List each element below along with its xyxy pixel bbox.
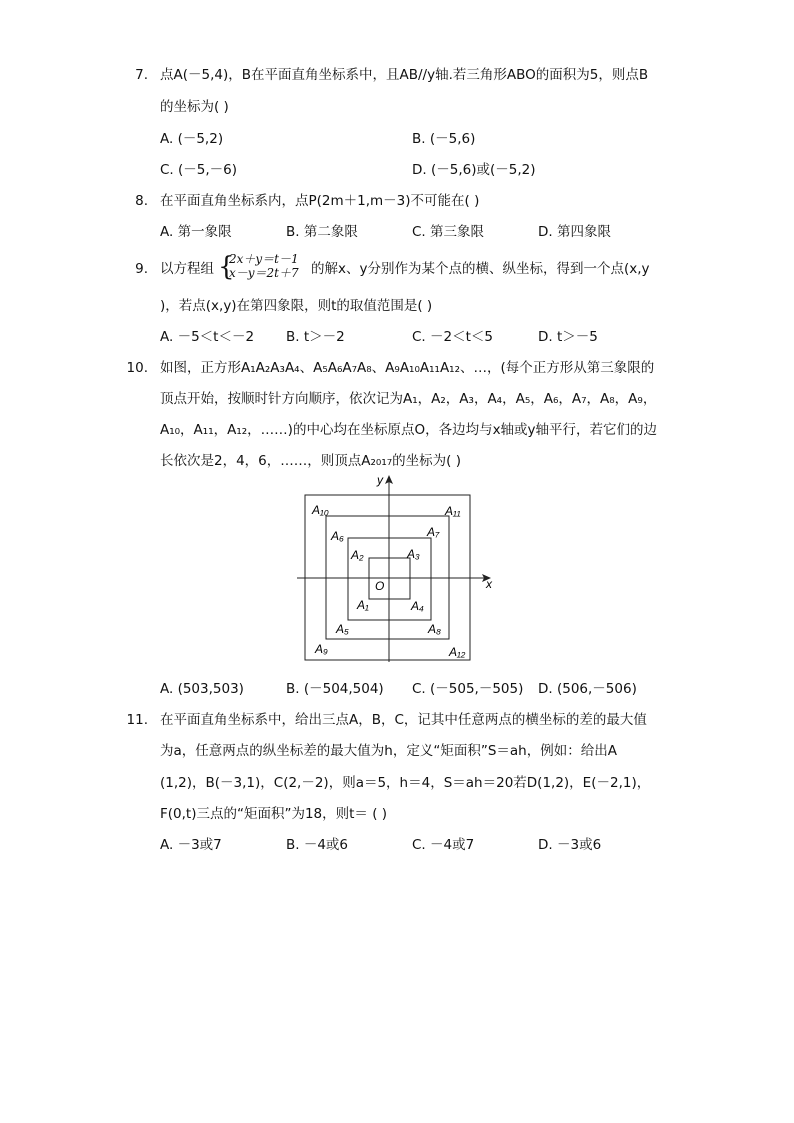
question-text: )，若点(x,y)在第四象限，则t的取值范围是( ) [160, 298, 433, 314]
option-b: B. 第二象限 [286, 224, 358, 240]
option-c: C. 第三象限 [412, 224, 485, 240]
origin-label: O [375, 579, 385, 593]
label-a2: A₂ [351, 548, 364, 562]
question-text: 如图，正方形A₁A₂A₃A₄、A₅A₆A₇A₈、A₉A₁₀A₁₁A₁₂、…，(每个正方形从第三象限的 [160, 360, 655, 376]
squares-figure [293, 472, 498, 664]
question-text: 在平面直角坐标系内，点P(2m＋1,m－3)不可能在( ) [160, 193, 480, 209]
question-text: 在平面直角坐标系中，给出三点A，B，C，记其中任意两点的横坐标的差的最大值 [160, 712, 647, 728]
label-a1: A₁ [357, 598, 369, 612]
option-b: B. t＞－2 [286, 329, 345, 345]
question-number: 9. [135, 261, 148, 277]
label-a12: A₁₂ [449, 645, 466, 659]
option-b: B. (－5,6) [412, 131, 476, 147]
option-a: A. (503,503) [160, 681, 244, 697]
question-text: 以方程组 [160, 261, 214, 277]
label-a7: A₇ [427, 525, 440, 539]
label-a5: A₅ [336, 622, 349, 636]
question-number: 10. [126, 360, 148, 376]
brace-symbol: { [218, 252, 235, 282]
option-a: A. 第一象限 [160, 224, 232, 240]
equation-row: x－y＝2t＋7 [229, 266, 299, 280]
x-axis-label: x [486, 577, 492, 591]
label-a11: A₁₁ [445, 504, 461, 518]
question-text: (1,2)，B(－3,1)，C(2,－2)，则a＝5，h＝4，S＝ah＝20若D(1,2)，E(－2,1)， [160, 775, 651, 791]
equation-row: 2x＋y＝t－1 [229, 252, 299, 266]
y-axis-label: y [377, 473, 383, 487]
option-d: D. 第四象限 [538, 224, 611, 240]
question-text: A₁₀，A₁₁，A₁₂，……)的中心均在坐标原点O，各边均与x轴或y轴平行，若它们的边 [160, 422, 658, 438]
question-number: 11. [126, 712, 148, 728]
question-number: 8. [135, 193, 148, 209]
option-b: B. －4或6 [286, 837, 349, 853]
question-number: 7. [135, 67, 148, 83]
option-b: B. (－504,504) [286, 681, 384, 697]
question-text: 为a，任意两点的纵坐标差的最大值为h，定义“矩面积”S＝ah，例如：给出A [160, 743, 617, 759]
label-a6: A₆ [331, 529, 344, 543]
label-a4: A₄ [411, 599, 424, 613]
label-a9: A₉ [315, 642, 328, 656]
label-a3: A₃ [407, 547, 420, 561]
option-c: C. (－505,－505) [412, 681, 524, 697]
question-text: 顶点开始，按顺时针方向顺序，依次记为A₁，A₂，A₃，A₄，A₅，A₆，A₇，A₈，A₉， [160, 391, 657, 407]
question-text: 长依次是2，4，6，……，则顶点A₂₀₁₇的坐标为( ) [160, 453, 461, 469]
option-c: C. －4或7 [412, 837, 475, 853]
option-d: D. (－5,6)或(－5,2) [412, 162, 536, 178]
option-d: D. t＞－5 [538, 329, 598, 345]
question-text: F(0,t)三点的“矩面积”为18，则t＝ ( ) [160, 806, 388, 822]
option-c: C. (－5,－6) [160, 162, 238, 178]
label-a10: A₁₀ [312, 503, 329, 517]
question-text: 点A(－5,4)，B在平面直角坐标系中，且AB//y轴.若三角形ABO的面积为5，则点B [160, 67, 649, 83]
question-text: 的解x、y分别作为某个点的横、纵坐标，得到一个点(x,y [311, 261, 650, 277]
label-a8: A₈ [428, 622, 442, 636]
option-a: A. －5＜t＜－2 [160, 329, 255, 345]
option-a: A. －3或7 [160, 837, 222, 853]
question-text: 的坐标为( ) [160, 99, 229, 115]
option-c: C. －2＜t＜5 [412, 329, 493, 345]
option-d: D. －3或6 [538, 837, 602, 853]
option-d: D. (506,－506) [538, 681, 637, 697]
option-a: A. (－5,2) [160, 131, 224, 147]
